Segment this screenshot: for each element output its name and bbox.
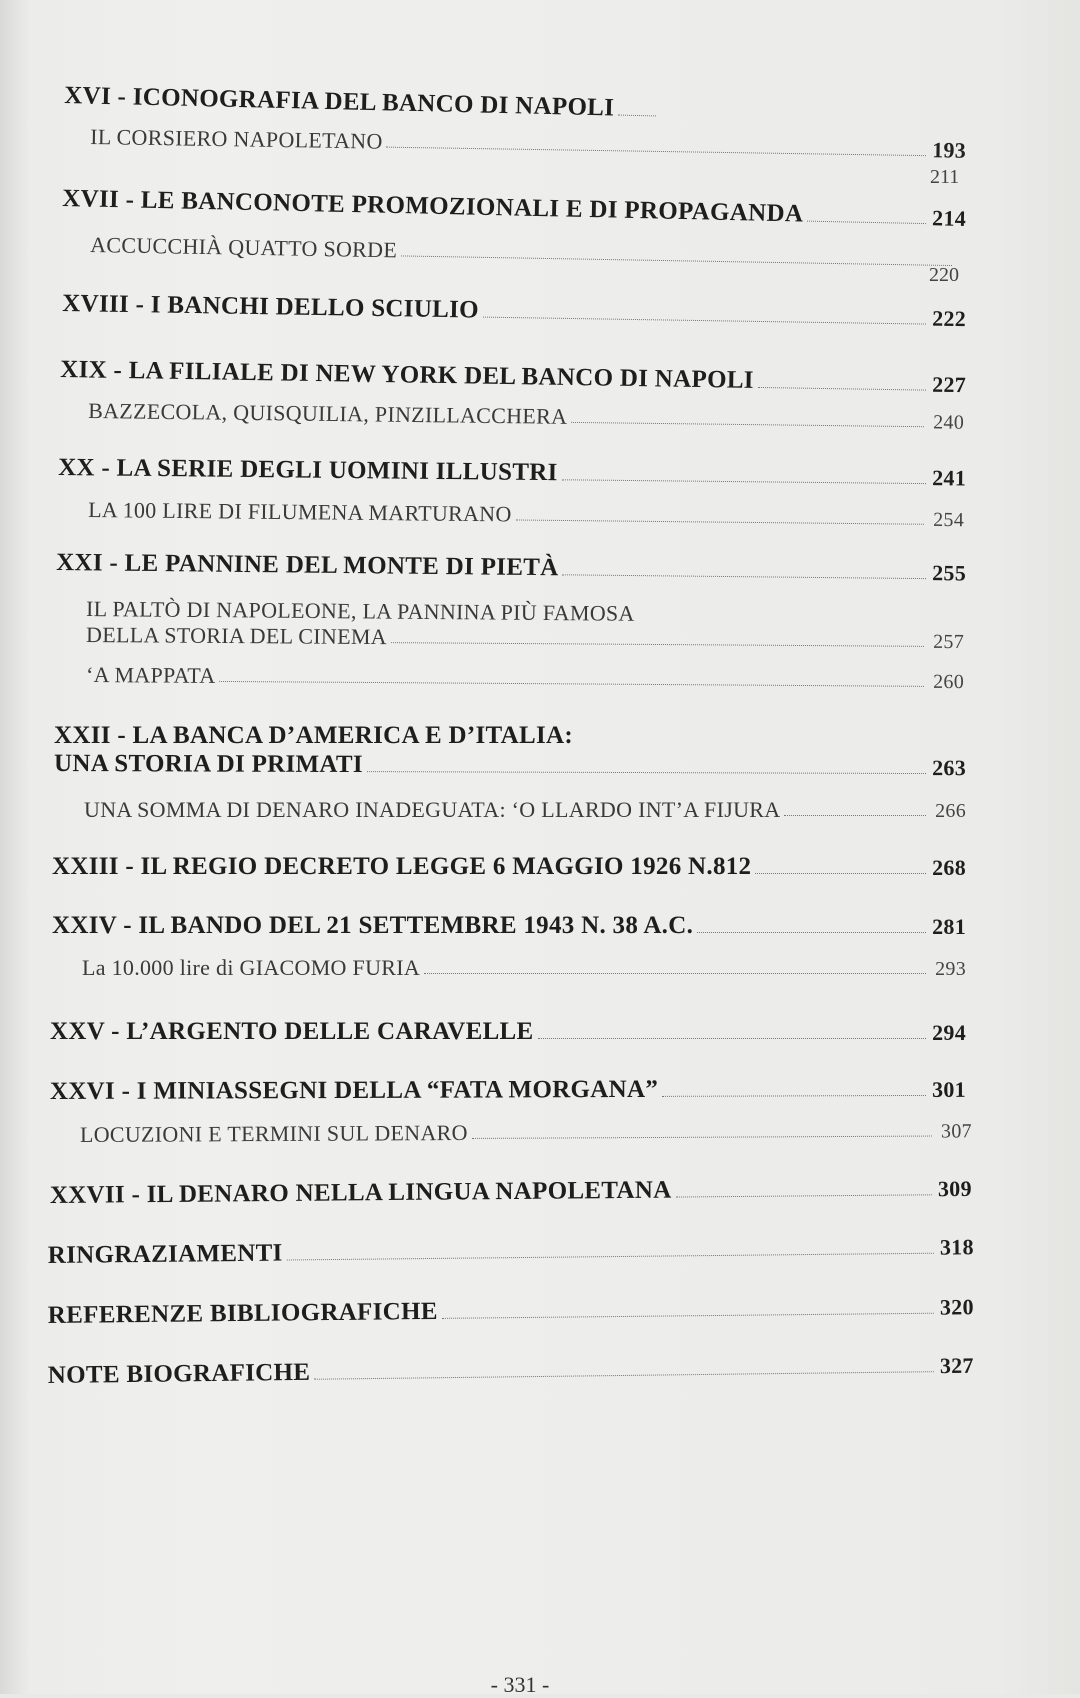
entry-title: XXIII - IL REGIO DECRETO LEGGE 6 MAGGIO 1926 N.812 [52, 853, 752, 880]
entry-title: XXVI - I MINIASSEGNI DELLA “FATA MORGANA” [49, 1075, 659, 1105]
entry-title: BAZZECOLA, QUISQUILIA, PINZILLACCHERA [88, 398, 568, 429]
entry-title: XXV - L’ARGENTO DELLE CARAVELLE [50, 1018, 534, 1045]
entry-page: 309 [937, 1175, 972, 1202]
toc-entry-chapter [58, 454, 966, 492]
toc-entry-chapter [62, 185, 966, 232]
toc-entry-chapter [60, 356, 966, 398]
entry-title: XVIII - I BANCHI DELLO SCIULIO [62, 290, 480, 324]
entry-page: 260 [933, 670, 965, 694]
leader-dots [314, 1371, 933, 1380]
leader-dots [562, 479, 926, 484]
toc-entry-chapter [62, 290, 966, 332]
leader-dots [571, 422, 924, 427]
toc-entry-section [90, 232, 956, 273]
toc-entry-chapter [48, 1232, 974, 1270]
toc-entry-section [90, 124, 966, 164]
entry-title: UNA SOMMA DI DENARO INADEGUATA: ‘O LLARDO INT’A FIJURA [84, 797, 781, 822]
entry-page: 257 [933, 630, 965, 654]
entry-title: XVI - ICONOGRAFIA DEL BANCO DI NAPOLI [64, 82, 615, 122]
entry-page: 222 [932, 305, 967, 332]
entry-title: RINGRAZIAMENTI [47, 1239, 283, 1269]
entry-title: LA 100 LIRE DI FILUMENA MARTURANO [88, 497, 512, 527]
entry-page: 255 [932, 560, 967, 586]
entry-title: UNA STORIA DI PRIMATI [54, 750, 364, 779]
leader-dots [391, 642, 924, 647]
entry-page: 320 [939, 1294, 974, 1320]
entry-title: REFERENZE BIBLIOGRAFICHE [47, 1297, 438, 1329]
entry-page: 220 [929, 264, 959, 286]
toc-entry-chapter [48, 1292, 974, 1330]
toc-entry-section [82, 955, 966, 981]
entry-title-line-1: IL PALTÒ DI NAPOLEONE, LA PANNINA PIÙ FAMOSA [86, 596, 635, 626]
leader-dots [563, 574, 927, 579]
leader-dots [538, 1038, 927, 1039]
entry-title: XIX - LA FILIALE DI NEW YORK DEL BANCO DI NAPOLI [60, 356, 755, 394]
entry-title: XX - LA SERIE DEGLI UOMINI ILLUSTRI [58, 454, 558, 487]
toc-entry-section [84, 797, 966, 823]
entry-title: DELLA STORIA DEL CINEMA [86, 622, 388, 650]
entry-title: NOTE BIOGRAFICHE [47, 1358, 311, 1390]
entry-title-line-1: XXII - LA BANCA D’AMERICA E D’ITALIA: [54, 722, 574, 749]
entry-title: LOCUZIONI E TERMINI SUL DENARO [79, 1119, 468, 1147]
toc-entry-chapter [54, 750, 966, 781]
entry-page: 293 [935, 958, 966, 980]
entry-page: 193 [932, 137, 967, 163]
leader-dots [401, 255, 952, 266]
toc-entry-chapter [50, 1174, 972, 1210]
leader-dots [472, 1136, 932, 1139]
entry-page: 241 [932, 465, 967, 491]
entry-page: 281 [932, 914, 966, 939]
toc-entry-section [88, 497, 964, 532]
entry-title: XXIV - IL BANDO DEL 21 SETTEMBRE 1943 N. 38 A.C. [52, 912, 694, 939]
toc-entry-section [88, 398, 964, 435]
leader-dots [387, 147, 926, 156]
leader-dots [676, 1194, 932, 1197]
leader-dots [367, 771, 926, 774]
entry-page: 254 [933, 508, 965, 532]
entry-title: XVII - LE BANCONOTE PROMOZIONALI E DI PROPAGANDA [62, 185, 804, 228]
leader-dots [758, 387, 926, 391]
entry-title: ‘A MAPPATA [86, 662, 216, 688]
entry-title: La 10.000 lire di GIACOMO FURIA [82, 955, 421, 980]
entry-title: XXI - LE PANNINE DEL MONTE DI PIETÀ [56, 549, 559, 582]
leader-dots [424, 973, 926, 974]
leader-dots [755, 873, 926, 874]
page-number: - 331 - [490, 1672, 550, 1697]
entry-page: 263 [932, 755, 967, 781]
entry-page: 307 [940, 1120, 972, 1143]
toc-entry-section [80, 1117, 972, 1148]
leader-dots [662, 1095, 926, 1097]
leader-dots [618, 115, 656, 117]
toc-entry-chapter [64, 82, 660, 124]
toc-entry-chapter [52, 853, 966, 881]
entry-title: XXVII - IL DENARO NELLA LINGUA NAPOLETANA [49, 1176, 672, 1209]
toc-entry-chapter [52, 912, 966, 940]
entry-page: 301 [931, 1076, 966, 1102]
leader-dots [483, 317, 926, 325]
toc-entry-chapter [50, 1018, 966, 1046]
entry-page: 227 [932, 371, 967, 398]
entry-page: 240 [933, 411, 965, 434]
entry-page: 327 [939, 1352, 974, 1379]
entry-page: 268 [932, 855, 966, 880]
entry-title: IL CORSIERO NAPOLETANO [90, 124, 383, 154]
entry-page: 318 [939, 1234, 974, 1260]
leader-dots [287, 1253, 934, 1261]
entry-page: 266 [935, 800, 966, 822]
entry-title: ACCUCCHIÀ QUATTO SORDE [90, 232, 398, 263]
leader-dots [807, 221, 926, 224]
leader-dots [784, 815, 926, 816]
toc-entry-chapter [56, 549, 966, 587]
toc-entry-chapter [48, 1351, 974, 1390]
entry-page: 211 [930, 166, 960, 188]
toc-entry-section [86, 622, 964, 654]
entry-page: 214 [931, 205, 967, 231]
leader-dots [442, 1313, 934, 1319]
leader-dots [697, 932, 926, 933]
leader-dots [516, 519, 924, 524]
leader-dots [219, 681, 924, 687]
entry-page: 294 [932, 1020, 966, 1045]
toc-entry-chapter [50, 1075, 966, 1106]
toc-entry-section [86, 662, 964, 694]
